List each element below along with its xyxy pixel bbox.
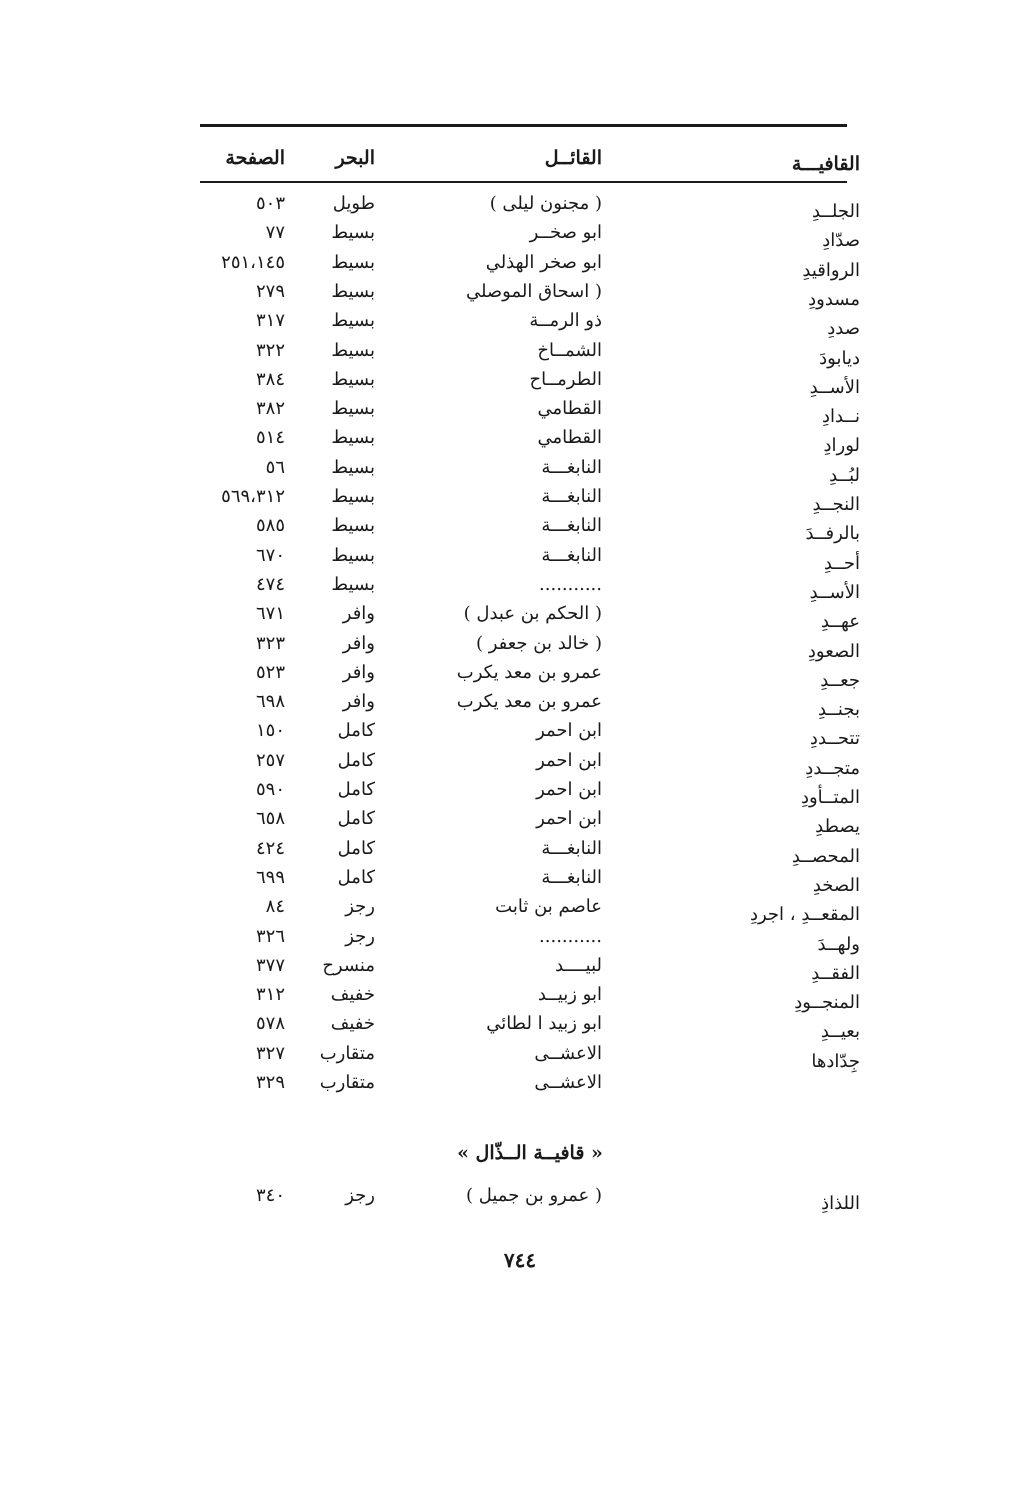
meter-cell: بسيط	[331, 573, 375, 595]
header-rule	[200, 181, 847, 183]
rhyme-cell: يصطدِ	[815, 816, 860, 838]
table-row	[200, 863, 860, 896]
rhyme-cell: بالرفــدَ	[805, 523, 860, 545]
page-ref-cell: ٣٧٧	[255, 954, 285, 976]
poet-cell: الشمــاخ	[537, 339, 602, 361]
rhyme-cell: الأســدِ	[809, 581, 860, 603]
rhyme-cell: الجلــدِ	[811, 201, 860, 222]
poet-cell: ابو صخــر	[529, 222, 602, 244]
poet-cell: ابو صخر الهذلي	[485, 251, 602, 273]
poet-cell: النابغـــة	[541, 515, 602, 537]
page-ref-cell: ٦٧١	[255, 603, 285, 625]
table-row	[200, 951, 860, 984]
page-ref-cell: ٦٩٩	[255, 866, 285, 888]
table-row	[200, 570, 860, 603]
meter-cell: كامل	[337, 720, 375, 742]
rhyme-cell: صدّادِ	[822, 230, 860, 252]
rhyme-cell: اللذاذِ	[821, 1193, 860, 1214]
meter-cell: بسيط	[331, 544, 375, 566]
table-row	[200, 746, 860, 779]
poet-cell: ذو الرمــة	[529, 310, 602, 332]
meter-cell: بسيط	[331, 368, 375, 390]
table-row	[200, 511, 860, 545]
meter-cell: كامل	[337, 749, 375, 771]
rhyme-cell: النجــدِ	[812, 494, 860, 515]
table-row	[200, 248, 860, 281]
meter-cell: متقارب	[319, 1072, 375, 1093]
top-rule	[200, 124, 847, 127]
meter-cell: كامل	[337, 808, 375, 830]
table-row	[200, 1068, 860, 1098]
page-ref-cell: ٥٩٠	[255, 779, 285, 800]
meter-cell: بسيط	[331, 486, 375, 507]
poet-cell: ابن احمر	[536, 779, 602, 800]
table-row	[200, 599, 860, 633]
poet-cell: النابغـــة	[541, 456, 602, 478]
poet-cell: الطرمــاح	[529, 368, 602, 390]
page-ref-cell: ٢٥١،١٤٥	[221, 251, 285, 273]
page-ref-cell: ٥٢٣	[255, 661, 285, 683]
page-ref-cell: ٨٤	[265, 896, 285, 918]
table-row	[200, 218, 860, 252]
table-row	[200, 365, 860, 398]
rhyme-cell: لبُــدِ	[829, 464, 860, 486]
meter-cell: بسيط	[331, 398, 375, 420]
rhyme-cell: نــدادِ	[821, 406, 860, 428]
table-row	[200, 687, 860, 721]
meter-cell: خفيف	[330, 1013, 375, 1035]
meter-cell: بسيط	[331, 339, 375, 361]
poet-cell: ( اسحاق الموصلي	[465, 280, 602, 302]
header-rhyme: القافيـــة	[791, 153, 860, 175]
meter-cell: طويل	[332, 193, 375, 214]
meter-cell: كامل	[337, 866, 375, 888]
rhyme-cell: مسدودِ	[808, 288, 860, 310]
rhyme-cell: صددِ	[827, 318, 860, 340]
table-header	[200, 143, 860, 173]
table-row	[200, 716, 860, 750]
meter-cell: رجز	[345, 925, 375, 947]
poet-cell: ( خالد بن جعفر )	[475, 632, 602, 654]
rhyme-cell: ولهــدَ	[817, 933, 860, 955]
poet-cell: عمرو بن معد يكرب	[456, 661, 602, 683]
table-row	[200, 423, 860, 457]
rhyme-cell: بجنــدِ	[817, 699, 860, 721]
table-row	[200, 892, 860, 926]
header-poet: القائــل	[544, 147, 602, 169]
table-row	[200, 834, 860, 867]
poet-cell: القطامي	[537, 427, 602, 449]
page-ref-cell: ٥٦	[265, 456, 285, 478]
rhyme-cell: جعــدِ	[820, 669, 860, 691]
poet-cell: النابغـــة	[541, 837, 602, 859]
rhyme-cell: بعيــدِ	[820, 1021, 860, 1043]
poet-cell: ( الحكم بن عبدل )	[463, 603, 602, 625]
meter-cell: رجز	[345, 1185, 375, 1206]
table-row	[200, 336, 860, 369]
poet-cell: عمرو بن معد يكرب	[456, 691, 602, 713]
page-ref-cell: ٤٧٤	[255, 573, 285, 595]
page-ref-cell: ٢٥٧	[255, 749, 285, 771]
rhyme-cell: المقعــدِ ، اجردِ	[749, 904, 860, 926]
poet-cell: الاعشــى	[534, 1072, 602, 1093]
meter-cell: بسيط	[331, 427, 375, 449]
rhyme-cell: المنجــودِ	[794, 992, 860, 1014]
page-ref-cell: ٣٤٠	[255, 1185, 285, 1206]
meter-cell: وافر	[342, 603, 375, 625]
page-ref-cell: ٧٧	[265, 222, 285, 244]
poet-cell: ابو زبيد ا لطائي	[486, 1013, 602, 1035]
poet-cell: ابو زبيــد	[537, 984, 602, 1006]
meter-cell: بسيط	[331, 222, 375, 244]
meter-cell: بسيط	[331, 251, 375, 273]
page-ref-cell: ٣١٧	[255, 310, 285, 332]
poet-cell: ...........	[539, 573, 602, 595]
meter-cell: وافر	[342, 661, 375, 683]
table-row	[200, 922, 860, 955]
rhyme-cell: ديابودَ	[819, 347, 860, 369]
page-ref-cell: ٥٦٩،٣١٢	[221, 486, 285, 507]
meter-cell: بسيط	[331, 280, 375, 302]
table-row	[200, 306, 860, 340]
page-ref-cell: ٣٨٢	[255, 398, 285, 420]
poet-cell: النابغـــة	[541, 866, 602, 888]
rhyme-cell: جِدّادها	[811, 1050, 860, 1072]
page-ref-cell: ٦٩٨	[255, 691, 285, 713]
meter-cell: بسيط	[331, 456, 375, 478]
rhyme-cell: تتحــددِ	[809, 728, 860, 750]
page-number: ٧٤٤	[503, 1248, 537, 1272]
page-ref-cell: ٥١٤	[255, 427, 285, 449]
table-row	[200, 980, 860, 1014]
table-row	[200, 453, 860, 486]
meter-cell: وافر	[342, 632, 375, 654]
rhyme-cell: الفقــدِ	[811, 962, 860, 984]
table-row	[200, 658, 860, 691]
page-ref-cell: ٣٢٦	[255, 925, 285, 947]
poet-cell: ابن احمر	[536, 808, 602, 830]
page-ref-cell: ٢٧٩	[255, 280, 285, 302]
header-page: الصفحة	[225, 147, 285, 169]
page-ref-cell: ١٥٠	[255, 720, 285, 742]
poet-cell: ...........	[539, 925, 602, 947]
page-ref-cell: ٤٢٤	[255, 837, 285, 859]
rhyme-cell: عهــدِ	[820, 611, 860, 633]
page-ref-cell: ٣٢٩	[255, 1072, 285, 1093]
table-row	[200, 189, 860, 222]
table-row	[200, 1181, 860, 1214]
rhyme-cell: الأســدِ	[809, 376, 860, 398]
page-ref-cell: ٣٢٧	[255, 1042, 285, 1064]
rhyme-cell: الصعودِ	[807, 640, 860, 662]
poet-cell: لبيــــد	[555, 954, 602, 976]
table-row	[200, 541, 860, 574]
table-row	[200, 394, 860, 428]
rhyme-cell: متجــددِ	[805, 757, 860, 779]
page-ref-cell: ٦٧٠	[255, 544, 285, 566]
rhyme-cell: المحصــدِ	[791, 845, 860, 867]
rhyme-cell: الصخدِ	[812, 874, 860, 896]
rhyme-cell: أحــدِ	[823, 552, 860, 574]
page-ref-cell: ٣١٢	[255, 984, 285, 1006]
table-row	[200, 1039, 860, 1072]
page-ref-cell: ٥٨٥	[255, 515, 285, 537]
table-row	[200, 482, 860, 515]
meter-cell: بسيط	[331, 310, 375, 332]
meter-cell: رجز	[345, 896, 375, 918]
poet-cell: النابغـــة	[541, 486, 602, 507]
table-row	[200, 629, 860, 662]
page-ref-cell: ٥٧٨	[255, 1013, 285, 1035]
page-ref-cell: ٣٨٤	[255, 368, 285, 390]
meter-cell: متقارب	[319, 1042, 375, 1064]
rhyme-cell: لورادِ	[823, 435, 860, 457]
page-ref-cell: ٣٢٢	[255, 339, 285, 361]
poet-cell: الاعشــى	[534, 1042, 602, 1064]
section-title: « قافيــة الــذّال »	[457, 1142, 603, 1164]
meter-cell: وافر	[342, 691, 375, 713]
poet-cell: القطامي	[537, 398, 602, 420]
table-row	[200, 804, 860, 838]
poet-cell: ابن احمر	[536, 720, 602, 742]
table-row	[200, 1009, 860, 1043]
table-row	[200, 775, 860, 808]
meter-cell: كامل	[337, 837, 375, 859]
page-ref-cell: ٦٥٨	[255, 808, 285, 830]
rhyme-cell: الرواقيدِ	[802, 259, 860, 281]
rhyme-cell: المتــأودِ	[800, 787, 860, 808]
meter-cell: كامل	[337, 779, 375, 800]
meter-cell: منسرح	[322, 954, 375, 976]
header-meter: البحر	[335, 147, 375, 169]
meter-cell: خفيف	[330, 984, 375, 1006]
meter-cell: بسيط	[331, 515, 375, 537]
poet-cell: ( عمرو بن جميل )	[465, 1185, 602, 1206]
poet-cell: ( مجنون ليلى )	[489, 193, 602, 214]
poet-cell: ابن احمر	[536, 749, 602, 771]
page-ref-cell: ٣٢٣	[255, 632, 285, 654]
poet-cell: عاصم بن ثابت	[495, 896, 602, 918]
table-row	[200, 277, 860, 310]
poet-cell: النابغـــة	[541, 544, 602, 566]
page-ref-cell: ٥٠٣	[255, 193, 285, 214]
